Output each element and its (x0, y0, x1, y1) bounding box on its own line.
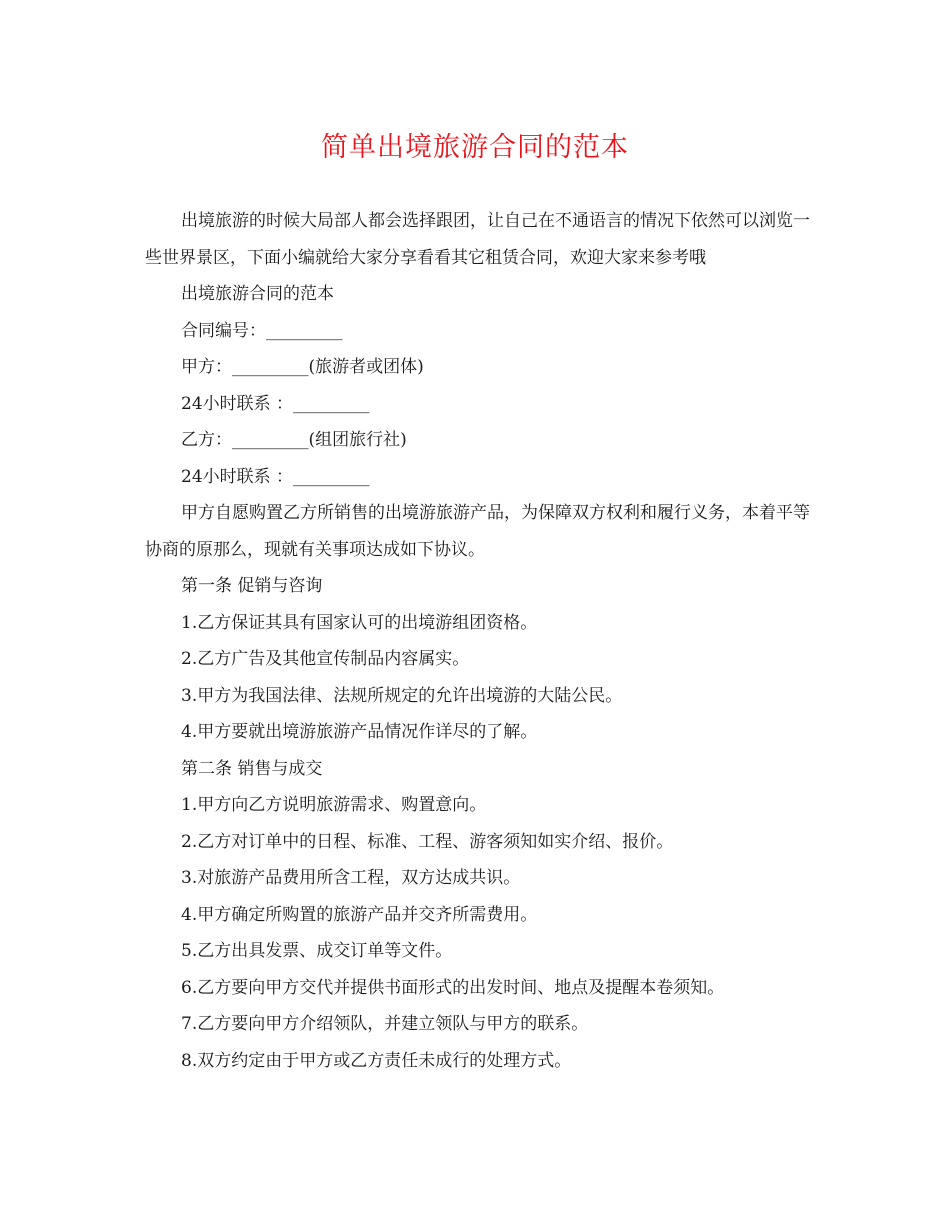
article-2-item: 5.乙方出具发票、成交订单等文件。 (181, 941, 453, 961)
preamble-paragraph: 甲方自愿购置乙方所销售的出境游旅游产品，为保障双方权利和履行义务，本着平等协商的原那么，现就有关事项达成如下协议。 (145, 503, 810, 560)
contract-subtitle: 出境旅游合同的范本 (181, 284, 334, 304)
article-1-heading: 第一条 促销与咨询 (181, 576, 323, 596)
document-body (145, 203, 810, 1079)
article-2-item: 1.甲方向乙方说明旅游需求、购置意向。 (181, 795, 487, 815)
party-a-contact-line: 24小时联系 ：_________ (181, 393, 370, 414)
party-b-line: 乙方：_________(组团旅行社) (181, 430, 407, 450)
party-b-contact-line: 24小时联系 ：_________ (181, 466, 370, 487)
document-title: 简单出境旅游合同的范本 (321, 132, 629, 163)
article-2-item: 7.乙方要向甲方介绍领队，并建立领队与甲方的联系。 (181, 1014, 589, 1034)
article-1-item: 1.乙方保证其具有国家认可的出境游组团资格。 (181, 612, 538, 633)
article-2-item: 4.甲方确定所购置的旅游产品并交齐所需费用。 (181, 904, 538, 925)
article-2-item: 3.对旅游产品费用所含工程，双方达成共识。 (181, 868, 521, 888)
article-1-item: 4.甲方要就出境游旅游产品情况作详尽的了解。 (181, 722, 538, 742)
party-a-line: 甲方：_________(旅游者或团体) (181, 357, 424, 377)
contract-number-line: 合同编号：_________ (181, 320, 343, 341)
article-1-item: 3.甲方为我国法律、法规所规定的允许出境游的大陆公民。 (181, 685, 623, 706)
article-2-item: 8.双方约定由于甲方或乙方责任未成行的处理方式。 (181, 1050, 572, 1071)
intro-paragraph: 出境旅游的时候大局部人都会选择跟团，让自己在不通语言的情况下依然可以浏览一些世界景区，下面小编就给大家分享看看其它租赁合同，欢迎大家来参考哦 (145, 211, 810, 268)
article-1-item: 2.乙方广告及其他宣传制品内容属实。 (181, 649, 470, 669)
article-2-item: 6.乙方要向甲方交代并提供书面形式的出发时间、地点及提醒本卷须知。 (181, 977, 725, 998)
article-2-item: 2.乙方对订单中的日程、标准、工程、游客须知如实介绍、报价。 (181, 831, 674, 852)
article-2-heading: 第二条 销售与成交 (181, 758, 323, 779)
